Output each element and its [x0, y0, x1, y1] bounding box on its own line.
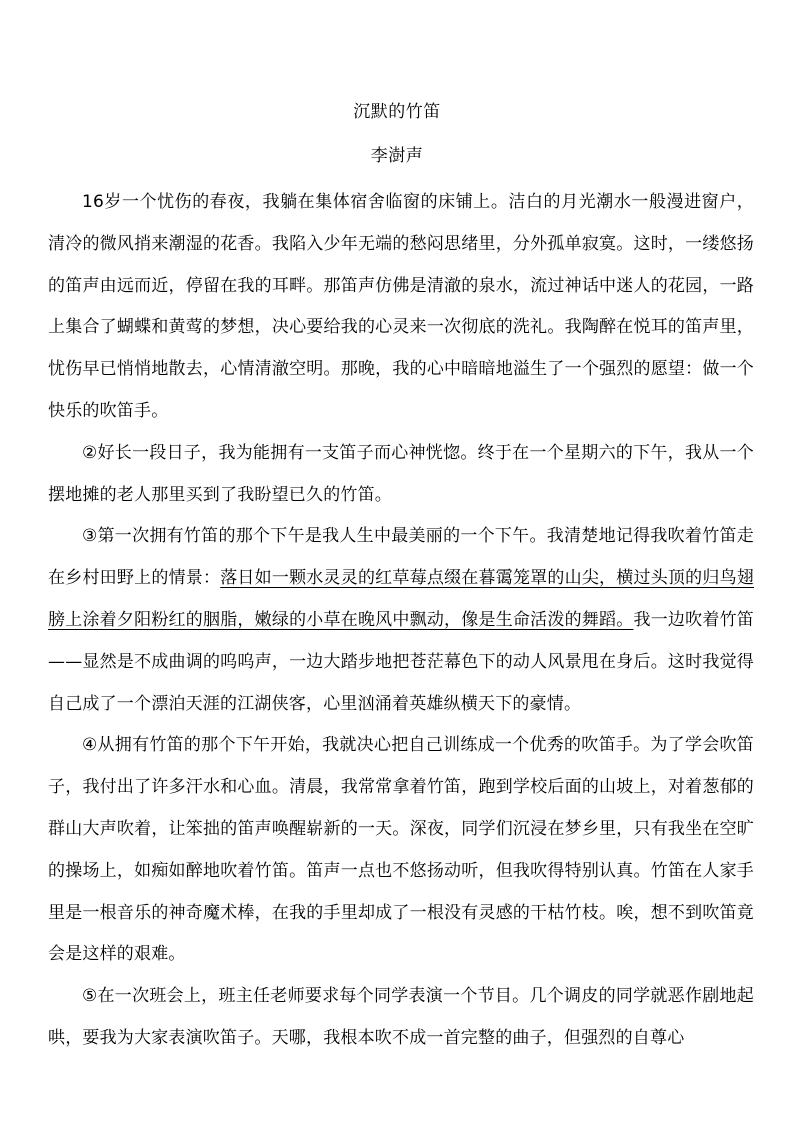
paragraph-4 — [48, 725, 754, 976]
paragraph-5-text: ⑤在一次班会上，班主任老师要求每个同学表演一个节目。几个调皮的同学就恶作剧地起哄，要我为大家表演吹笛子。天哪，我根本吹不成一首完整的曲子，但强烈的自尊心 — [48, 986, 754, 1048]
paragraph-5 — [48, 976, 754, 1060]
paragraph-3 — [48, 516, 754, 725]
paragraph-1-text: 16岁一个忧伤的春夜，我躺在集体宿舍临窗的床铺上。洁白的月光潮水一般漫进窗户，清冷的微风捎来潮湿的花香。我陷入少年无端的愁闷思绪里，分外孤单寂寞。这时，一缕悠扬的笛声由远而近，停留在我的耳畔。那笛声仿佛是清澈的泉水，流过神话中迷人的花园，一路上集合了蝴蝶和黄莺的梦想，决心要给我的心灵来一次彻底的洗礼。我陶醉在悦耳的笛声里，忧伤早已悄悄地散去，心情清澈空明。那晚，我的心中暗暗地溢生了一个强烈的愿望：做一个快乐的吹笛手。 — [48, 192, 754, 421]
paragraph-3-text-after: 我一边吹着竹笛——显然是不成曲调的呜呜声，一边大踏步地把苍茫幕色下的动人风景甩在身后。这时我觉得自己成了一个漂泊天涯的江湖侠客，心里汹涌着英雄纵横天下的豪情。 — [48, 609, 754, 714]
paragraph-3-text-before: ③第一次拥有竹笛的那个下午是我人生中最美丽的一个下午。我清楚地记得我吹着竹笛走在乡村田野上的情景： — [48, 526, 754, 589]
article-author: 李澍声 — [370, 146, 424, 166]
article-title: 沉默的竹笛 — [353, 102, 441, 122]
paragraph-1 — [48, 182, 754, 433]
paragraph-2-text: ②好长一段日子，我为能拥有一支笛子而心神恍惚。终于在一个星期六的下午，我从一个摆地摊的老人那里买到了我盼望已久的竹笛。 — [48, 442, 754, 505]
article-body — [48, 182, 754, 1060]
paragraph-4-text: ④从拥有竹笛的那个下午开始，我就决心把自己训练成一个优秀的吹笛手。为了学会吹笛子，我付出了许多汗水和心血。清晨，我常常拿着竹笛，跑到学校后面的山坡上，对着葱郁的群山大声吹着，让笨拙的笛声唤醒崭新的一天。深夜，同学们沉浸在梦乡里，只有我坐在空旷的操场上，如痴如醉地吹着竹笛。笛声一点也不悠扬动听，但我吹得特别认真。竹笛在人家手里是一根音乐的神奇魔术棒，在我的手里却成了一根没有灵感的干枯竹枝。唉，想不到吹笛竟会是这样的艰难。 — [48, 735, 754, 965]
paragraph-3-underlined-sentence: 落日如一颗水灵灵的红草莓点缀在暮霭笼罩的山尖，横过头顶的归鸟翅膀上涂着夕阳粉红的胭脂，嫩绿的小草在晚风中飘动，像是生命活泼的舞蹈。 — [48, 568, 754, 630]
paragraph-2 — [48, 433, 754, 517]
